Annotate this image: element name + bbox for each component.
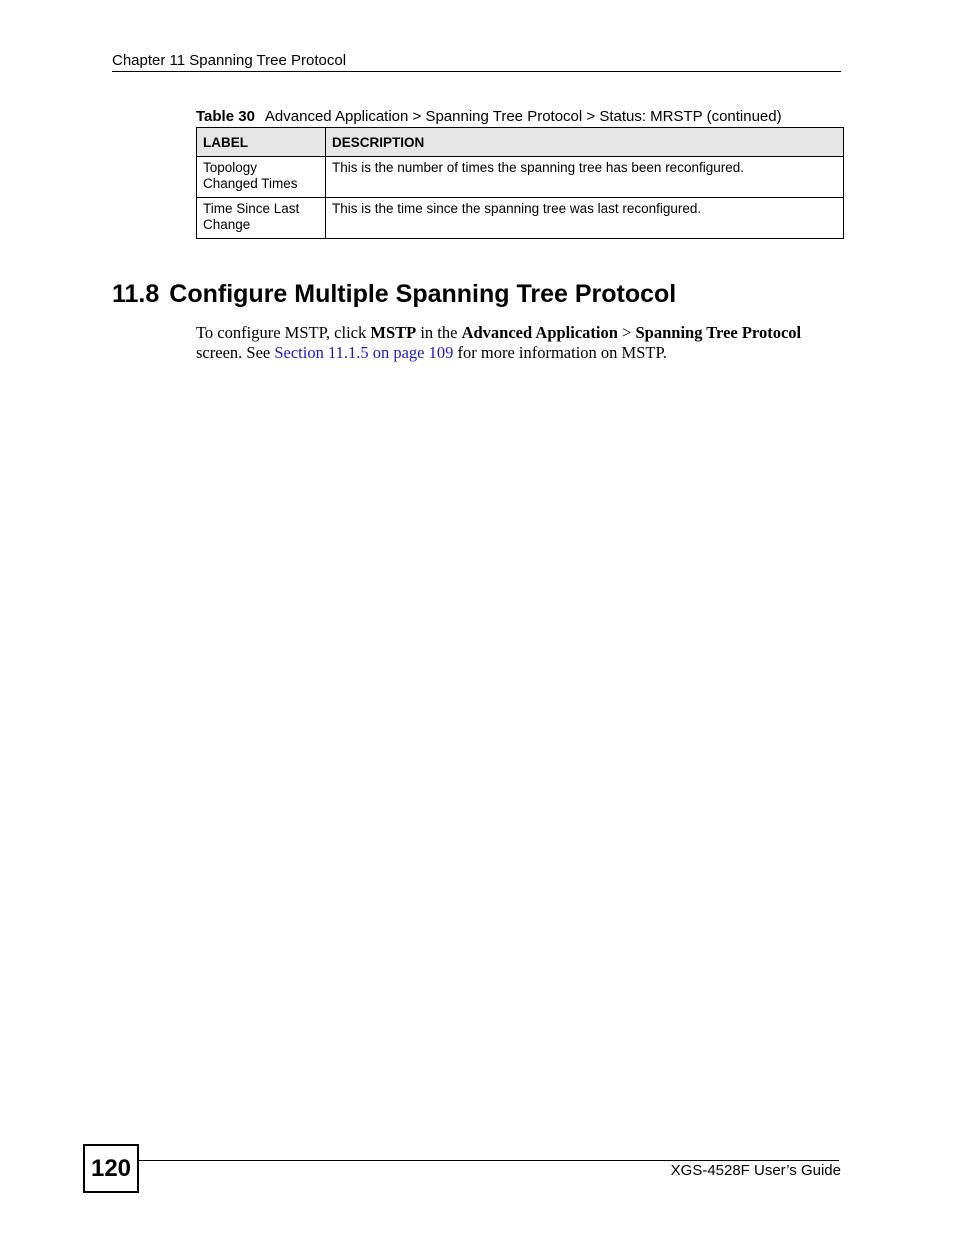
table-caption — [196, 108, 782, 126]
table-header-row — [197, 128, 844, 157]
row-label — [197, 198, 326, 239]
text-run: for more information on MSTP. — [453, 343, 667, 362]
guide-title: XGS-4528F User’s Guide — [670, 1162, 841, 1179]
text-run: > — [617, 323, 636, 342]
section-title: Configure Multiple Spanning Tree Protocol — [169, 280, 677, 308]
bold-term: MSTP — [370, 323, 417, 342]
bold-term: Spanning Tree Protocol — [635, 323, 802, 342]
table-caption-text: Advanced Application > Spanning Tree Protocol > Status: MRSTP (continued) — [264, 108, 782, 125]
text-run: To configure MSTP, click — [196, 323, 371, 342]
column-header-description: DESCRIPTION — [326, 128, 844, 157]
cross-reference-link[interactable]: Section 11.1.5 on page 109 — [274, 343, 454, 362]
header-divider — [112, 71, 841, 72]
row-description: This is the number of times the spanning tree has been reconfigured. — [326, 157, 844, 198]
row-label-line: Time Since Last — [203, 201, 300, 216]
description-table — [196, 127, 844, 239]
section-number: 11.8 — [112, 280, 160, 308]
text-run: in the — [416, 323, 462, 342]
column-header-label: LABEL — [197, 128, 326, 157]
row-label-line: Topology — [203, 160, 258, 175]
row-label-line: Changed Times — [203, 176, 298, 191]
row-label — [197, 157, 326, 198]
running-header: Chapter 11 Spanning Tree Protocol — [112, 52, 347, 69]
row-description: This is the time since the spanning tree was last reconfigured. — [326, 198, 844, 239]
row-label-line: Change — [203, 217, 251, 232]
bold-term: Advanced Application — [461, 323, 618, 342]
table-row — [197, 198, 844, 239]
section-heading — [112, 278, 676, 310]
page-number: 120 — [83, 1144, 139, 1193]
table-number: Table 30 — [196, 108, 255, 125]
table-row — [197, 157, 844, 198]
text-run: screen. See — [196, 343, 275, 362]
footer-divider — [139, 1160, 839, 1161]
body-paragraph — [196, 323, 846, 363]
